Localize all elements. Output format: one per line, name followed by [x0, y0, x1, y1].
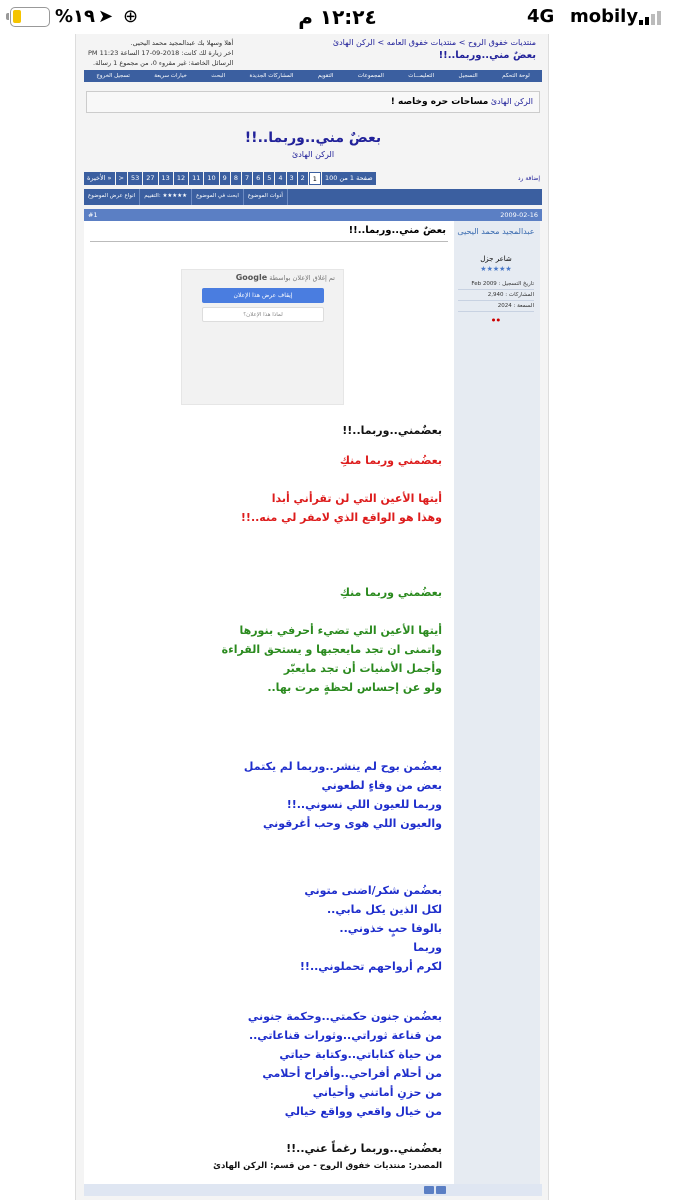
author-reputation: السمعة : 2024: [458, 301, 534, 312]
thread-title: بعضٌ مني..وربما..!!: [244, 130, 382, 146]
pager-page-5[interactable]: 5: [264, 172, 274, 185]
ad-closed-label: تم إغلاق الإعلان بواسطة Google: [235, 273, 335, 282]
post-source: المصدر: منتديات خفوق الروح - من قسم: الركن الهادئ: [213, 1161, 442, 1171]
forum-section-link[interactable]: الركن الهادئ: [490, 97, 533, 106]
share-icon[interactable]: [424, 1186, 434, 1194]
poem-green: بعضُمني وربما منكِ أيتها الأعين التي تضيء أحرفي بنورها واتمنى ان تجد مايعجبها و يستحق القراءة وأجمل الأمنيات أن تجد مايعبّر ولو عن إحساس لحظةٍ مرت بها..: [221, 586, 442, 694]
battery-percent: %١٩: [55, 6, 96, 27]
nav-item-search[interactable]: البحث: [211, 73, 226, 79]
post-heading: بعضٌمني..وربما..!!: [342, 424, 442, 437]
pager-page-info: صفحة 1 من 100: [322, 172, 376, 185]
clock: ١٢:٢٤ م: [298, 5, 377, 29]
pager-page-8[interactable]: 8: [231, 172, 241, 185]
post-footer: [84, 1184, 542, 1196]
why-this-ad-button[interactable]: لماذا هذا الإعلان؟: [202, 307, 324, 322]
pager-current-page: 1: [309, 172, 321, 185]
nav-item-groups[interactable]: المجموعات: [357, 73, 384, 79]
nav-item-control-panel[interactable]: لوحة التحكم: [502, 73, 530, 79]
author-panel: [452, 221, 540, 1196]
forum-info-box: [86, 91, 540, 113]
stop-ad-button[interactable]: إيقاف عرض هذا الإعلان: [202, 288, 324, 303]
poem-blue-2: بعضُمن شكر/اضنى متوني لكل الذين يكل مابي.. بالوفا حبٍ خذوني.. وربما لكرم أرواحهم تحملوني..!!: [299, 884, 442, 973]
thread-tools-menu[interactable]: أدوات الموضوع: [244, 189, 288, 205]
poem-blue-1: بعضُمن بوح لم ينشر..وربما لم يكتمل بعض من وفاءٍ لطعوني وربما للعيون اللي نسوني..!! والعيون اللي هوى وحب أغرقوني: [243, 760, 442, 830]
nav-item-help[interactable]: التعليمـــات: [408, 73, 435, 79]
pagination: [84, 172, 377, 185]
network-type: 4G: [527, 6, 555, 27]
author-posts: المشاركات : 2,940: [458, 290, 534, 301]
post-date: 2009-02-16: [500, 211, 538, 219]
pager-page-13[interactable]: 13: [159, 172, 173, 185]
carrier-name: mobily: [570, 6, 639, 27]
header-thread-title[interactable]: بعضٌ مني..وربما..!!: [438, 50, 536, 61]
forum-description: مساحات حره وخاصه !: [390, 97, 489, 107]
pager-page-11[interactable]: 11: [189, 172, 203, 185]
pager-page-10[interactable]: 10: [204, 172, 218, 185]
reply-button[interactable]: إضافة رد: [517, 175, 540, 182]
thread-tools-bar: [84, 189, 542, 205]
pager-page-4[interactable]: 4: [275, 172, 285, 185]
poem-blue-3: بعضُمن جنون حكمتي..وحكمة جنوني من قناعة ثوراتي..وثورات قناعاتي.. من حياة كتاباتي..وكتابة حياتي من أحلام أفراحي..وأفراح أحلامي من حزنِ أماتني وأحياني من خيال واقعي وواقع خيالي: [247, 1010, 442, 1118]
author-joined: تاريخ التسجيل : Feb 2009: [458, 279, 534, 290]
pager-page-53[interactable]: 53: [128, 172, 142, 185]
post-header: [84, 209, 542, 221]
poem-red: بعضُمني وربما منكِ أيتها الأعين التي لن تقرأني أبدا وهذا هو الواقع الذي لامفر لي منه..!!: [240, 454, 442, 524]
post-title: بعضٌ مني..وربما..!!: [348, 225, 446, 236]
user-welcome: [88, 38, 233, 68]
pager-page-7[interactable]: 7: [242, 172, 252, 185]
author-stars: ★★★★★: [480, 265, 512, 273]
location-arrow-icon: ➤: [98, 6, 114, 27]
private-messages-link[interactable]: الرسائل الخاصة: غير مقروء 0، من مجموع 1 رسالة.: [93, 59, 234, 67]
post-number-link[interactable]: #1: [88, 211, 98, 219]
signal-icon: [639, 9, 667, 25]
ad-closed-box: [181, 269, 344, 405]
nav-item-calendar[interactable]: التقويم: [317, 73, 334, 79]
pager-page-9[interactable]: 9: [220, 172, 230, 185]
share-buttons: [424, 1186, 446, 1194]
google-logo: Google: [235, 273, 268, 282]
post-body: [84, 221, 454, 1196]
nav-bar: [84, 70, 542, 82]
forum-page: [75, 34, 549, 1200]
welcome-text: أهلا وسهلا بك عبدالمجيد محمد اليحيى.: [130, 39, 234, 47]
nav-item-register[interactable]: التسجيل: [458, 73, 478, 79]
search-thread-menu[interactable]: ابحث في الموضوع: [192, 189, 244, 205]
last-visit-text: اخر زيارة لك كانت: 2018-09-17 الساعة 11:23 PM: [88, 49, 234, 57]
pager-page-2[interactable]: 2: [298, 172, 308, 185]
author-name[interactable]: عبدالمجيد محمد اليحيى: [457, 227, 535, 236]
author-status-dot: ● ●: [491, 317, 501, 322]
pager-page-27[interactable]: 27: [143, 172, 157, 185]
forum-header: [84, 38, 542, 72]
pager-last[interactable]: الأخيرة »: [84, 172, 115, 185]
thread-section[interactable]: الركن الهادئ: [291, 150, 335, 159]
pager-next[interactable]: >: [116, 172, 127, 185]
poem-closing: بعضُمني..وربما رغماً عني..!!: [286, 1142, 442, 1155]
display-modes-menu[interactable]: انواع عرض الموضوع: [84, 189, 140, 205]
nav-item-new-posts[interactable]: المشاركات الجديدة: [249, 73, 294, 79]
rotation-lock-icon: ⊕: [123, 6, 139, 27]
status-bar: [0, 0, 675, 34]
post-divider: [90, 241, 448, 242]
pager-page-6[interactable]: 6: [253, 172, 263, 185]
nav-item-logout[interactable]: تسجيل الخروج: [96, 73, 130, 79]
author-info: [458, 279, 534, 312]
author-rank: شاعر جزل: [480, 255, 512, 263]
breadcrumb[interactable]: منتديات خفوق الروح > منتديات خفوق العامه > الركن الهادئ: [332, 38, 536, 47]
pagination-row: [84, 172, 542, 186]
pager-page-3[interactable]: 3: [287, 172, 297, 185]
tweet-icon[interactable]: [436, 1186, 446, 1194]
nav-item-quick-options[interactable]: خيارات سريعة: [154, 73, 187, 79]
rating-menu[interactable]: التقييم: ★★★★★: [140, 189, 192, 205]
pager-page-12[interactable]: 12: [174, 172, 188, 185]
